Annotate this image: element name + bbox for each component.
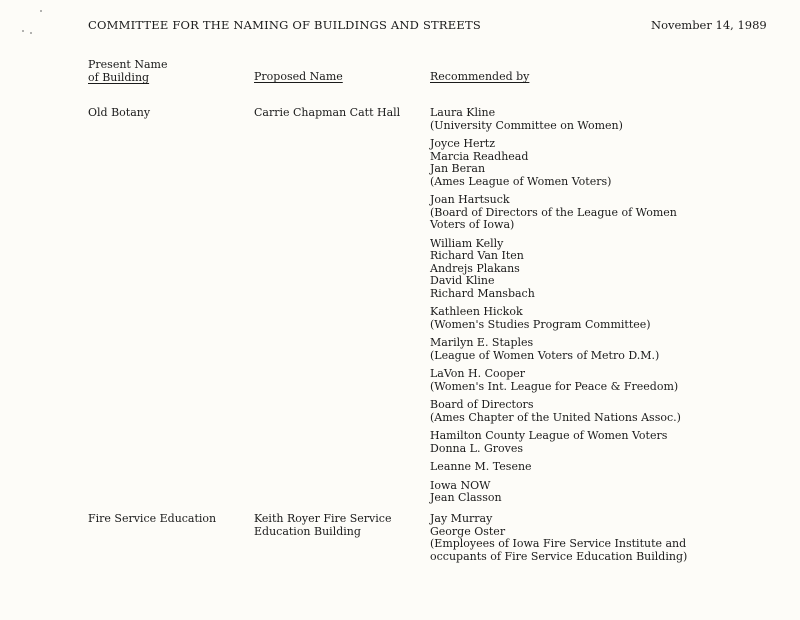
- proposed-name-line: Keith Royer Fire Service: [254, 512, 392, 525]
- recommenders-list: [430, 107, 681, 511]
- recommender-line: Joyce Hertz: [430, 137, 495, 150]
- recommender-line: (Ames Chapter of the United Nations Assoc.): [430, 410, 681, 424]
- recommender-group: [430, 461, 681, 474]
- recommender-group: [430, 107, 681, 132]
- recommender-line: Jean Classon: [430, 491, 502, 504]
- recommender-line: George Oster: [430, 524, 506, 538]
- document-title: COMMITTEE FOR THE NAMING OF BUILDINGS AND STREETS: [88, 18, 481, 32]
- recommender-group: [430, 194, 681, 232]
- recommender-line: occupants of Fire Service Education Building): [430, 549, 688, 563]
- recommender-line: Iowa NOW: [430, 478, 491, 492]
- recommender-line: William Kelly: [430, 236, 504, 250]
- recommender-line: (League of Women Voters of Metro D.M.): [430, 348, 660, 362]
- recommender-line: (Ames League of Women Voters): [430, 174, 612, 188]
- document-date: November 14, 1989: [651, 18, 767, 32]
- recommender-line: Marilyn E. Staples: [430, 336, 534, 349]
- entry-proposed-name: [254, 107, 400, 120]
- column-header-present-line2: of Building: [88, 71, 150, 84]
- scan-speck: [40, 10, 42, 12]
- recommenders-list: [430, 513, 687, 569]
- scan-speck: [22, 30, 24, 32]
- proposed-name-line: Education Building: [254, 524, 361, 538]
- recommender-line: David Kline: [430, 274, 495, 287]
- recommender-line: Joan Hartsuck: [430, 193, 510, 206]
- recommender-line: Jan Beran: [430, 162, 486, 175]
- recommender-line: (Board of Directors of the League of Women: [430, 205, 677, 219]
- recommender-line: Hamilton County League of Women Voters: [430, 429, 668, 442]
- recommender-line: Voters of Iowa): [430, 218, 515, 231]
- recommender-group: [430, 138, 681, 188]
- column-header-present-name: [88, 58, 167, 84]
- recommender-group: [430, 399, 681, 424]
- column-header-recommended-by: [430, 70, 529, 83]
- recommender-group: [430, 306, 681, 331]
- recommender-line: Kathleen Hickok: [430, 305, 523, 318]
- recommender-line: LaVon H. Cooper: [430, 367, 526, 380]
- recommender-line: (Employees of Iowa Fire Service Institute and: [430, 537, 687, 550]
- entry-building-name: Fire Service Education: [88, 512, 217, 525]
- recommender-line: (University Committee on Women): [430, 118, 623, 132]
- recommender-line: Richard Mansbach: [430, 286, 535, 300]
- recommender-line: Jay Murray: [430, 512, 493, 525]
- recommender-line: Andrejs Plakans: [430, 261, 520, 275]
- recommender-group: [430, 430, 681, 455]
- entry-building-name: Old Botany: [88, 106, 151, 119]
- proposed-name-line: Carrie Chapman Catt Hall: [254, 106, 401, 119]
- recommender-group: [430, 238, 681, 301]
- column-header-proposed-label: Proposed Name: [254, 70, 343, 83]
- column-header-proposed-name: [254, 70, 343, 83]
- recommender-line: Board of Directors: [430, 398, 534, 411]
- recommender-line: Laura Kline: [430, 106, 496, 119]
- recommender-line: Richard Van Iten: [430, 249, 524, 262]
- scan-speck: [30, 32, 32, 34]
- recommender-line: Marcia Readhead: [430, 149, 529, 163]
- recommender-line: (Women's Studies Program Committee): [430, 317, 651, 331]
- recommender-line: (Women's Int. League for Peace & Freedom): [430, 379, 679, 393]
- recommender-group: [430, 337, 681, 362]
- column-header-present-line1: Present Name: [88, 58, 168, 71]
- recommender-line: Donna L. Groves: [430, 441, 524, 455]
- recommender-group: [430, 513, 687, 563]
- entry-proposed-name: [254, 513, 391, 538]
- recommender-group: [430, 480, 681, 505]
- recommender-line: Leanne M. Tesene: [430, 460, 532, 473]
- column-header-recommended-label: Recommended by: [430, 70, 530, 83]
- recommender-group: [430, 368, 681, 393]
